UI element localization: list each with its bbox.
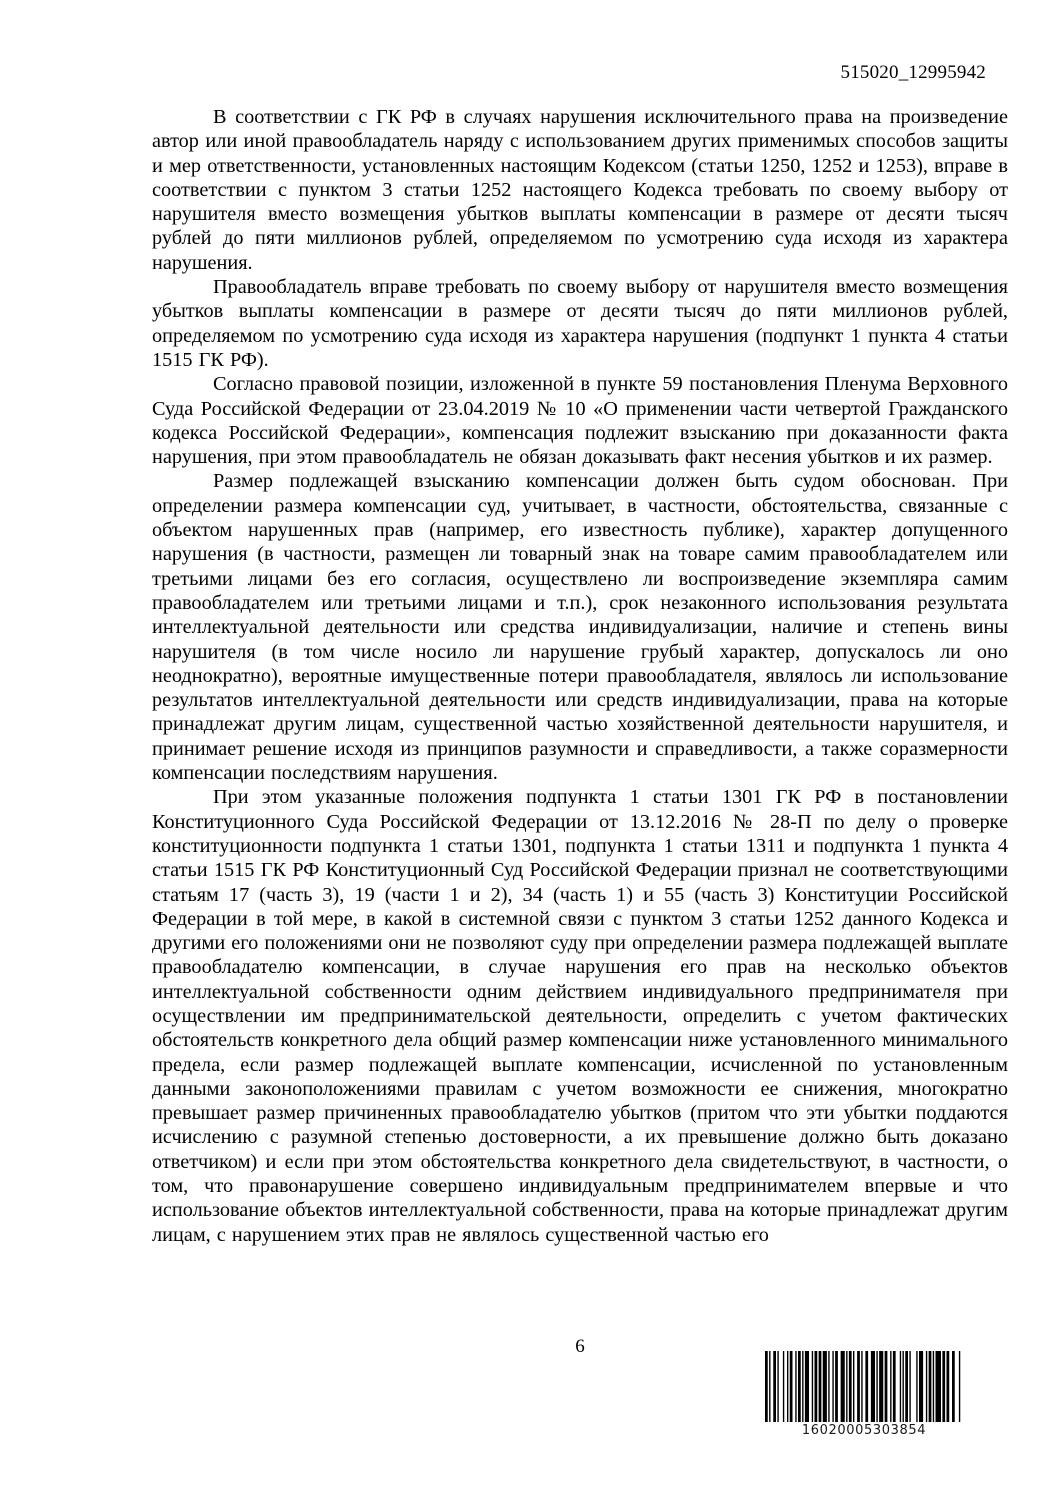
document-body — [152, 105, 1008, 1247]
barcode-image — [765, 1351, 963, 1422]
paragraph: Согласно правовой позиции, изложенной в пункте 59 постановления Пленума Верховного Суда Российской Федерации от 23.04.2019 № 10 «О применении части четвертой Гражданского кодекса Российской Федерации», компенсация подлежит взысканию при доказанности факта нарушения, при этом правообладатель не обязан доказывать факт несения убытков и их размер. — [152, 373, 1008, 469]
paragraph: Правообладатель вправе требовать по своему выбору от нарушителя вместо возмещения убытков выплаты компенсации в размере от десяти тысяч до пяти миллионов рублей, определяемом по усмотрению суда исходя из характера нарушения (подпункт 1 пункта 4 статьи 1515 ГК РФ). — [152, 276, 1008, 371]
page-number: 6 — [575, 1336, 585, 1357]
document-id: 515020_12995942 — [840, 62, 986, 83]
barcode-block — [764, 1351, 964, 1438]
paragraph: В соответствии с ГК РФ в случаях нарушения исключительного права на произведение автор или иной правообладатель наряду с использованием других применимых способов защиты и мер ответственности, установленных настоящим Кодексом (статьи 1250, 1252 и 1253), вправе в соответствии с пунктом 3 статьи 1252 настоящего Кодекса требовать по своему выбору от нарушителя вместо возмещения убытков выплаты компенсации в размере от десяти тысяч рублей до пяти миллионов рублей, определяемом по усмотрению суда исходя из характера нарушения. — [152, 106, 1008, 274]
paragraph: При этом указанные положения подпункта 1 статьи 1301 ГК РФ в постановлении Конституционного Суда Российской Федерации от 13.12.2016 № 28-П по делу о проверке конституционности подпункта 1 статьи 1301, подпункта 1 статьи 1311 и подпункта 1 пункта 4 статьи 1515 ГК РФ Конституционный Суд Российской Федерации признал не соответствующими статьям 17 (часть 3), 19 (части 1 и 2), 34 (часть 1) и 55 (часть 3) Конституции Российской Федерации в той мере, в какой в системной связи с пунктом 3 статьи 1252 данного Кодекса и другими его положениями они не позволяют суду при определении размера подлежащей выплате правообладателю компенсации, в случае нарушения его прав на несколько объектов интеллектуальной собственности одним действием индивидуального предпринимателя при осуществлении им предпринимательской деятельности, определить с учетом фактических обстоятельств конкретного дела общий размер компенсации ниже установленного минимального предела, если размер подлежащей выплате компенсации, исчисленной по установленным данными законоположениями правилам с учетом возможности ее снижения, многократно превышает размер причиненных правообладателю убытков (притом что эти убытки поддаются исчислению с разумной степенью достоверности, а их превышение должно быть доказано ответчиком) и если при этом обстоятельства конкретного дела свидетельствуют, в частности, о том, что правонарушение совершено индивидуальным предпринимателем впервые и что использование объектов интеллектуальной собственности, права на которые принадлежат другим лицам, с нарушением этих прав не являлось существенной частью его — [152, 786, 1008, 1246]
paragraph: Размер подлежащей взысканию компенсации должен быть судом обоснован. При определении размера компенсации суд, учитывает, в частности, обстоятельства, связанные с объектом нарушенных прав (например, его известность публике), характер допущенного нарушения (в частности, размещен ли товарный знак на товаре самим правообладателем или третьими лицами без его согласия, осуществлено ли воспроизведение экземпляра самим правообладателем или третьими лицами и т.п.), срок незаконного использования результата интеллектуальной деятельности или средства индивидуализации, наличие и степень вины нарушителя (в том числе носило ли нарушение грубый характер, допускалось ли оно неоднократно), вероятные имущественные потери правообладателя, являлось ли использование результатов интеллектуальной деятельности или средств индивидуализации, права на которые принадлежат другим лицам, существенной частью хозяйственной деятельности нарушителя, и принимает решение исходя из принципов разумности и справедливости, а также соразмерности компенсации последствиям нарушения. — [152, 470, 1008, 785]
barcode-number: 16020005303854 — [801, 1423, 927, 1438]
